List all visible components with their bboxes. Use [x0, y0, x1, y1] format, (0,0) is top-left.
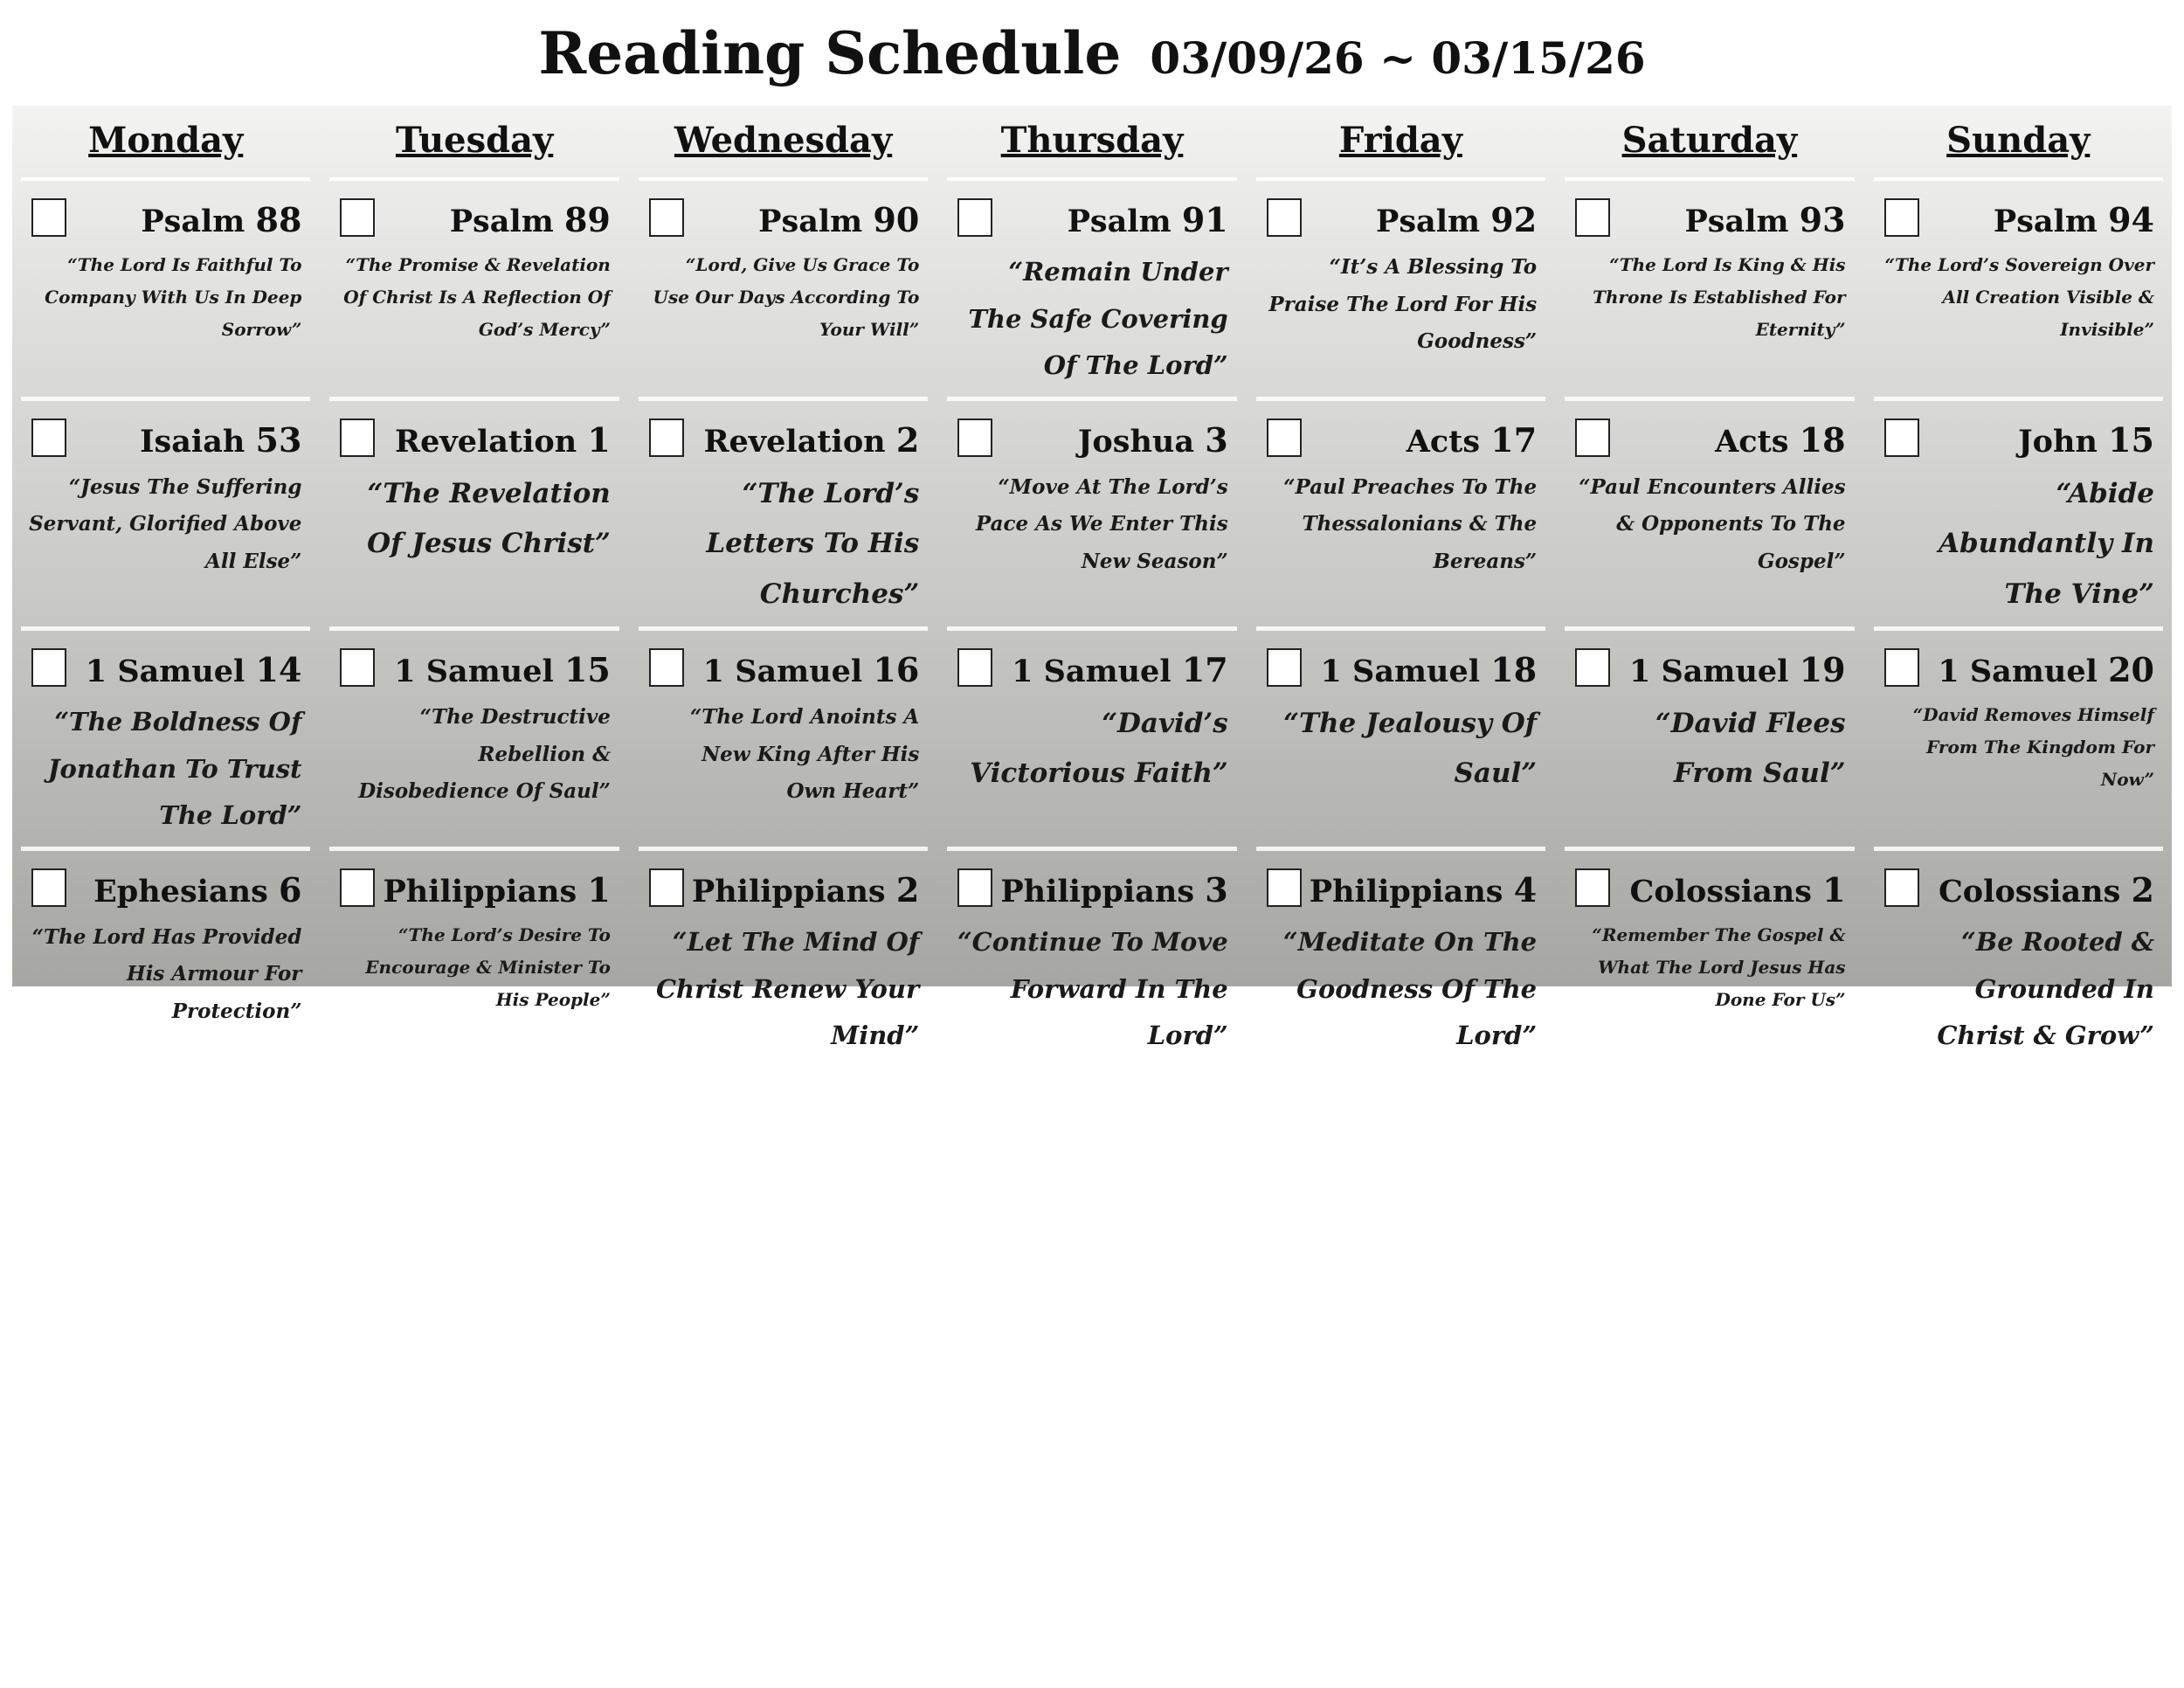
book-name: Acts	[1715, 423, 1789, 460]
day-header-sunday: Sunday	[1874, 113, 2163, 181]
day-header-wednesday: Wednesday	[639, 113, 928, 181]
reading-cell	[21, 406, 310, 631]
reading-theme: “The Lord Is King & His Throne Is Established For Eternity”	[1593, 254, 1846, 340]
reading-checkbox[interactable]	[31, 648, 66, 687]
reading-checkbox[interactable]	[1267, 648, 1302, 687]
book-name: Ephesians	[93, 873, 268, 910]
reading-theme: “The Lord Is Faithful To Company With Us In Deep Sorrow”	[45, 254, 302, 340]
scripture-reference	[1263, 419, 1540, 462]
book-name: Psalm	[449, 204, 554, 239]
chapter-number: 90	[873, 200, 920, 239]
reading-cell	[1565, 636, 1854, 851]
reading-checkbox[interactable]	[340, 648, 375, 687]
chapter-number: 3	[1205, 869, 1228, 910]
chapter-number: 15	[563, 649, 611, 689]
reading-theme: “Continue To Move Forward In The Lord”	[957, 926, 1228, 1051]
reading-cell	[329, 636, 619, 851]
reading-cell	[1874, 636, 2163, 851]
reading-schedule-grid	[12, 106, 2172, 1051]
chapter-number: 1	[1822, 869, 1846, 910]
reading-cell	[947, 186, 1236, 401]
reading-cell	[639, 636, 928, 851]
book-name: Psalm	[1993, 204, 2098, 239]
reading-theme: “Move At The Lord’s Pace As We Enter This New Season”	[975, 474, 1228, 574]
reading-cell	[639, 856, 928, 1071]
chapter-number: 16	[873, 649, 920, 689]
book-name: Colossians	[1938, 873, 2121, 910]
chapter-number: 19	[1799, 649, 1846, 689]
scripture-reference	[1881, 868, 2158, 912]
reading-theme: “Jesus The Suffering Servant, Glorified Above All Else”	[29, 474, 302, 574]
book-name: Psalm	[1684, 204, 1789, 239]
chapter-number: 92	[1490, 200, 1538, 239]
reading-cell	[947, 636, 1236, 851]
scripture-reference	[28, 868, 305, 912]
scripture-reference	[954, 198, 1231, 242]
day-header-saturday: Saturday	[1565, 113, 1854, 181]
reading-theme: “The Lord’s Letters To His Churches”	[706, 477, 920, 610]
chapter-number: 94	[2108, 200, 2154, 239]
scripture-reference	[1263, 198, 1540, 242]
reading-theme: “Remain Under The Safe Covering Of The Lord”	[968, 257, 1228, 381]
reading-cell	[329, 406, 619, 631]
chapter-number: 17	[1181, 649, 1228, 689]
reading-theme: “Remember The Gospel & What The Lord Jesus Has Done For Us”	[1592, 924, 1846, 1010]
scripture-reference	[646, 868, 923, 912]
reading-checkbox[interactable]	[1575, 868, 1610, 907]
reading-theme: “David’s Victorious Faith”	[970, 707, 1228, 790]
reading-cell	[1874, 186, 2163, 401]
reading-theme: “The Promise & Revelation Of Christ Is A Reflection Of God’s Mercy”	[343, 254, 611, 340]
date-range: 03/09/26 ~ 03/15/26	[1150, 32, 1646, 84]
chapter-number: 53	[255, 419, 302, 460]
reading-theme: “Meditate On The Goodness Of The Lord”	[1282, 926, 1538, 1051]
scripture-reference	[1263, 868, 1540, 912]
reading-checkbox[interactable]	[1575, 419, 1610, 457]
scripture-reference	[336, 648, 613, 692]
scripture-reference	[646, 198, 923, 242]
reading-theme: “Paul Encounters Allies & Opponents To The Gospel”	[1579, 474, 1846, 574]
reading-checkbox[interactable]	[649, 868, 684, 907]
chapter-number: 20	[2108, 649, 2154, 689]
reading-theme: “The Destructive Rebellion & Disobedience Of Saul”	[358, 704, 611, 804]
reading-cell	[639, 406, 928, 631]
reading-theme: “It’s A Blessing To Praise The Lord For His Goodness”	[1268, 255, 1538, 354]
book-name: 1 Samuel	[702, 653, 863, 689]
reading-checkbox[interactable]	[649, 419, 684, 457]
scripture-reference	[1572, 648, 1849, 692]
chapter-number: 18	[1799, 419, 1846, 460]
chapter-number: 2	[895, 869, 920, 910]
reading-checkbox[interactable]	[1884, 868, 1919, 907]
book-name: 1 Samuel	[1938, 653, 2098, 689]
scripture-reference	[28, 198, 305, 242]
book-name: Colossians	[1629, 873, 1812, 910]
chapter-number: 91	[1181, 200, 1228, 239]
book-name: Acts	[1406, 423, 1481, 460]
chapter-number: 1	[587, 869, 611, 910]
reading-checkbox[interactable]	[957, 648, 992, 687]
scripture-reference	[28, 419, 305, 462]
scripture-reference	[336, 868, 613, 912]
book-name: Philippians	[1000, 873, 1195, 910]
book-name: Psalm	[1376, 204, 1481, 239]
reading-checkbox[interactable]	[649, 648, 684, 687]
reading-checkbox[interactable]	[957, 198, 992, 237]
book-name: Psalm	[141, 204, 245, 239]
chapter-number: 6	[278, 869, 302, 910]
book-name: Philippians	[383, 873, 577, 910]
reading-checkbox[interactable]	[957, 419, 992, 457]
reading-checkbox[interactable]	[340, 198, 375, 237]
reading-checkbox[interactable]	[1884, 648, 1919, 687]
book-name: Isaiah	[140, 423, 245, 460]
scripture-reference	[336, 198, 613, 242]
reading-cell	[21, 856, 310, 1071]
book-name: Philippians	[1309, 873, 1503, 910]
day-header-friday: Friday	[1256, 113, 1545, 181]
scripture-reference	[336, 419, 613, 462]
scripture-reference	[1263, 648, 1540, 692]
scripture-reference	[1572, 198, 1849, 242]
reading-cell	[1874, 856, 2163, 1071]
reading-checkbox[interactable]	[340, 419, 375, 457]
chapter-number: 17	[1490, 419, 1538, 460]
reading-cell	[329, 186, 619, 401]
scripture-reference	[1881, 419, 2158, 462]
reading-cell	[1256, 636, 1545, 851]
scripture-reference	[646, 648, 923, 692]
reading-theme: “The Boldness Of Jonathan To Trust The Lord”	[47, 706, 302, 831]
book-name: 1 Samuel	[1320, 653, 1481, 689]
book-name: 1 Samuel	[85, 653, 245, 689]
scripture-reference	[1572, 868, 1849, 912]
day-header-monday: Monday	[21, 113, 310, 181]
chapter-number: 1	[587, 419, 611, 460]
reading-checkbox[interactable]	[1267, 419, 1302, 457]
chapter-number: 15	[2108, 419, 2154, 460]
reading-cell	[947, 856, 1236, 1071]
reading-cell	[1874, 406, 2163, 631]
book-name: Psalm	[758, 204, 863, 239]
reading-checkbox[interactable]	[31, 868, 66, 907]
chapter-number: 2	[2131, 869, 2154, 910]
reading-checkbox[interactable]	[649, 198, 684, 237]
scripture-reference	[646, 419, 923, 462]
reading-cell	[329, 856, 619, 1071]
reading-checkbox[interactable]	[957, 868, 992, 907]
reading-checkbox[interactable]	[1267, 198, 1302, 237]
reading-theme: “The Lord Anoints A New King After His Own Heart”	[690, 704, 920, 804]
day-header-tuesday: Tuesday	[329, 113, 619, 181]
book-name: John	[2018, 423, 2098, 460]
scripture-reference	[1881, 198, 2158, 242]
reading-checkbox[interactable]	[31, 198, 66, 237]
chapter-number: 2	[895, 419, 920, 460]
reading-cell	[1565, 406, 1854, 631]
scripture-reference	[1572, 419, 1849, 462]
reading-checkbox[interactable]	[1884, 419, 1919, 457]
reading-theme: “David Flees From Saul”	[1655, 707, 1846, 790]
reading-checkbox[interactable]	[1575, 198, 1610, 237]
reading-cell	[1256, 856, 1545, 1071]
chapter-number: 88	[255, 200, 302, 239]
reading-cell	[1565, 856, 1854, 1071]
chapter-number: 18	[1490, 649, 1538, 689]
reading-checkbox[interactable]	[31, 419, 66, 457]
scripture-reference	[28, 648, 305, 692]
reading-cell	[1256, 186, 1545, 401]
page-title	[0, 19, 2184, 87]
book-name: 1 Samuel	[1628, 653, 1789, 689]
reading-theme: “Abide Abundantly In The Vine”	[1938, 477, 2154, 610]
reading-cell	[947, 406, 1236, 631]
reading-theme: “Paul Preaches To The Thessalonians & The Bereans”	[1283, 474, 1538, 574]
reading-cell	[1565, 186, 1854, 401]
scripture-reference	[954, 648, 1231, 692]
book-name: Joshua	[1077, 423, 1195, 460]
title-text: Reading Schedule	[538, 19, 1122, 87]
reading-theme: “The Jealousy Of Saul”	[1283, 707, 1538, 790]
scripture-reference	[1881, 648, 2158, 692]
reading-theme: “The Lord’s Desire To Encourage & Minister To His People”	[365, 924, 611, 1010]
chapter-number: 4	[1513, 869, 1538, 910]
reading-theme: “The Revelation Of Jesus Christ”	[367, 477, 611, 560]
scripture-reference	[954, 419, 1231, 462]
book-name: Revelation	[703, 423, 886, 460]
book-name: Revelation	[395, 423, 577, 460]
reading-cell	[21, 636, 310, 851]
reading-theme: “The Lord’s Sovereign Over All Creation Visible & Invisible”	[1884, 254, 2154, 340]
reading-cell	[21, 186, 310, 401]
reading-theme: “The Lord Has Provided His Armour For Protection”	[31, 924, 302, 1023]
reading-theme: “Lord, Give Us Grace To Use Our Days According To Your Will”	[653, 254, 920, 340]
reading-theme: “David Removes Himself From The Kingdom For Now”	[1912, 703, 2154, 790]
reading-checkbox[interactable]	[1884, 198, 1919, 237]
reading-theme: “Let The Mind Of Christ Renew Your Mind”	[655, 926, 920, 1051]
day-header-thursday: Thursday	[947, 113, 1236, 181]
book-name: Philippians	[691, 873, 886, 910]
chapter-number: 93	[1799, 200, 1846, 239]
reading-checkbox[interactable]	[340, 868, 375, 907]
reading-cell	[1256, 406, 1545, 631]
reading-checkbox[interactable]	[1267, 868, 1302, 907]
book-name: 1 Samuel	[1012, 653, 1171, 689]
chapter-number: 14	[255, 649, 302, 689]
scripture-reference	[954, 868, 1231, 912]
chapter-number: 3	[1205, 419, 1228, 460]
reading-cell	[639, 186, 928, 401]
reading-theme: “Be Rooted & Grounded In Christ & Grow”	[1937, 926, 2154, 1051]
reading-checkbox[interactable]	[1575, 648, 1610, 687]
book-name: 1 Samuel	[394, 653, 554, 689]
book-name: Psalm	[1067, 204, 1171, 239]
chapter-number: 89	[563, 200, 611, 239]
